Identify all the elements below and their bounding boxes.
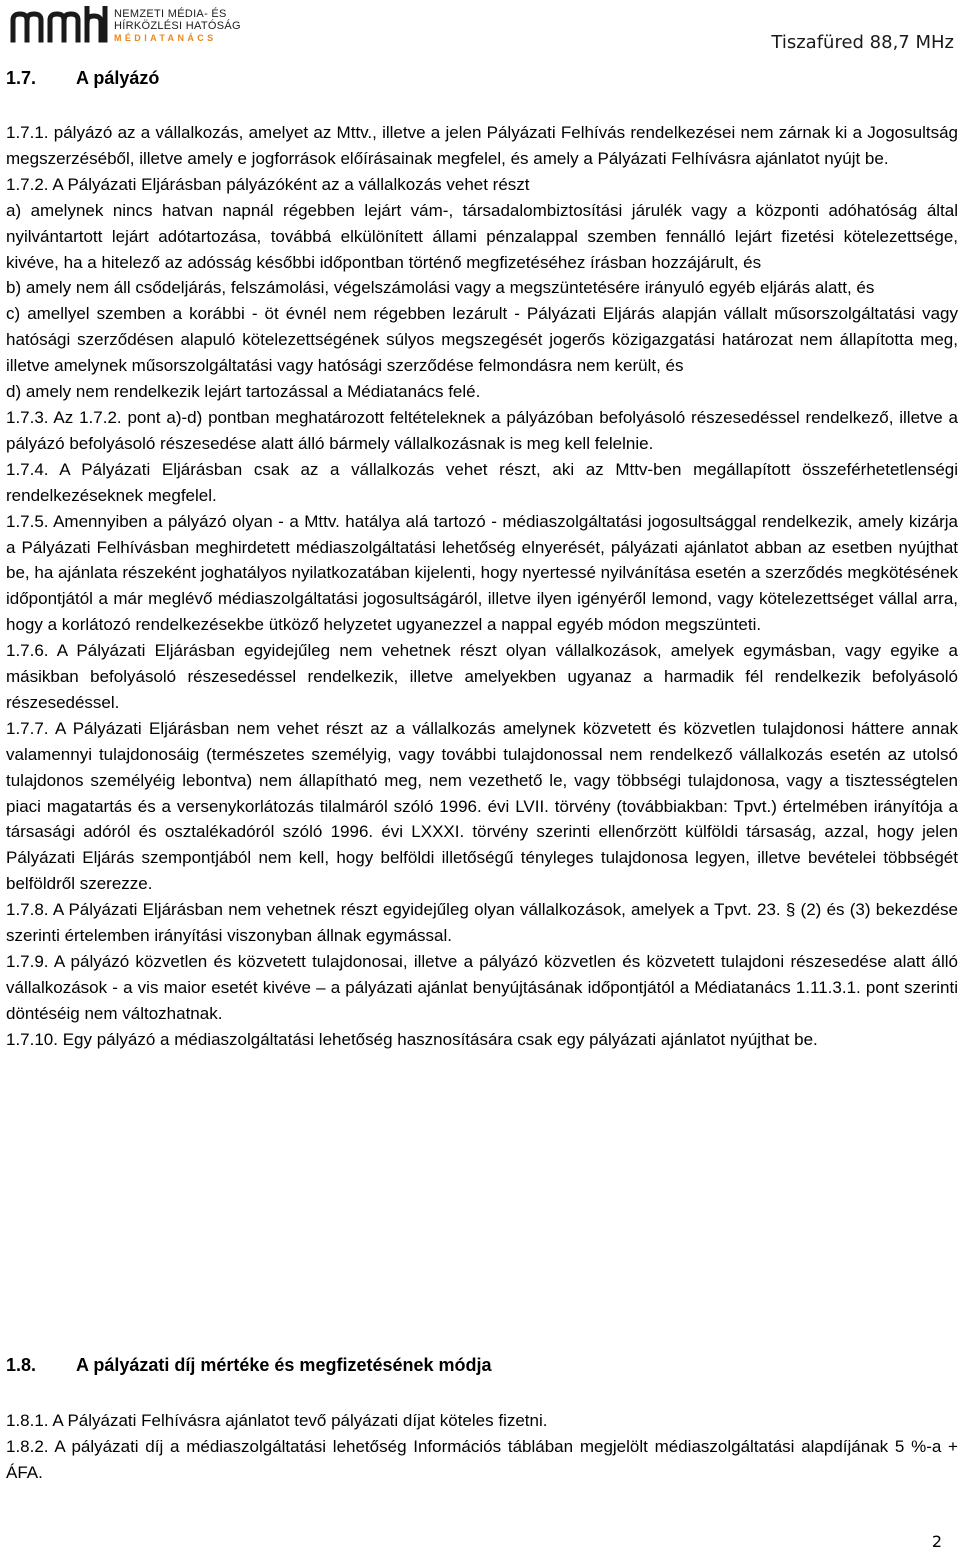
- section-title: A pályázati díj mértéke és megfizetésének módja: [76, 1355, 492, 1375]
- paragraph: a) amelynek nincs hatvan napnál régebben lejárt vám-, társadalombiztosítási járulék vagy a központi adóhatóság által nyilvántartott lejárt adótartozása, továbbá elkülönített állami pénzalappal szemben fennálló lejárt fizetési kötelezettsége, kivéve, ha a hitelező az adósság későbbi időpontban történő megfizetéséhez írásban hozzájárult, és: [6, 200, 958, 272]
- section-heading-1-7: [6, 68, 956, 89]
- section-number: 1.8.: [6, 1355, 37, 1375]
- section-title: A pályázó: [76, 68, 160, 88]
- section-1-8-body: [6, 1408, 958, 1486]
- paragraph: 1.7.5. Amennyiben a pályázó olyan - a Mttv. hatálya alá tartozó - médiaszolgáltatási jogosultsággal rendelkezik, amely kizárja a Pályázati Felhívásban meghirdetett médiaszolgáltatási lehetőség elnyerését, pályázati ajánlatot abban az esetben nyújthat be, ha ajánlata részeként joghatályos nyilatkozatában kijelenti, hogy nyertessé nyilvánítása esetén a szerződés megkötésének időpontjától a már meglévő médiaszolgáltatási jogosultságáról, illetve ilyen igényéről lemond, vagy kötelezettséget vállal arra, hogy a korlátozó rendelkezésekbe ütköző helyzetet ugyanezzel a nappal egyéb módon megszünteti.: [6, 511, 958, 635]
- paragraph: 1.7.1. pályázó az a vállalkozás, amelyet az Mttv., illetve a jelen Pályázati Felhívás rendelkezései nem zárnak ki a Jogosultság megszerzéséből, illetve amely e jogforrások előírásainak megfelel, és amely a Pályázati Felhívásra ajánlatot nyújt be.: [6, 123, 958, 168]
- logo-text: [114, 8, 241, 44]
- paragraph: 1.7.9. A pályázó közvetlen és közvetett tulajdonosai, illetve a pályázó közvetlen és közvetett tulajdoni részesedése alatt álló vállalkozások - a vis maior esetét kivéve – a pályázati ajánlat benyújtásának időpontjától a Médiatanács 1.11.3.1. pont szerinti döntéséig nem változhatnak.: [6, 952, 958, 1023]
- paragraph: c) amellyel szemben a korábbi - öt évnél nem régebben lezárult - Pályázati Eljárás alapján vállalt műsorszolgáltatási vagy hatósági szerződésen alapuló kötelezettségének súlyos megszegését jogerős közigazgatási határozat nem állapította meg, illetve amelynek műsorszolgáltatási vagy hatósági szerződése felmondásra nem került, és: [6, 304, 958, 376]
- page-number: 2: [931, 1532, 942, 1551]
- paragraph: 1.7.7. A Pályázati Eljárásban nem vehet részt az a vállalkozás amelynek közvetett és közvetlen tulajdonosi háttere annak valamennyi tulajdonosáig (természetes személyig, vagy további tulajdonossal nem rendelkező vállalkozás esetén az utolsó tulajdonos személyéig lebontva) nem állapítható meg, nem vezethető le, vagy többségi tulajdonosa, vagy a tisztességtelen piaci magatartás és a versenykorlátozás tilalmáról szóló 1996. évi LVII. törvény (továbbiakban: Tpvt.) értelmében irányítója a társasági adóról és osztalékadóról szóló 1996. évi LXXXI. törvény szerinti ellenőrzött külföldi társaság, azzal, hogy jelen Pályázati Eljárás szempontjából nem kell, hogy belföldi illetőségű tényleges tulajdonosa legyen, illetve bevételei többségét belföldről szerezze.: [6, 718, 958, 894]
- paragraph: d) amely nem rendelkezik lejárt tartozással a Médiatanács felé.: [6, 382, 481, 402]
- paragraph: 1.7.3. Az 1.7.2. pont a)-d) pontban meghatározott feltételeknek a pályázóban befolyásoló részesedéssel rendelkező, illetve a pályázó befolyásoló részesedése alatt álló bármely vállalkozásnak is meg kell felelnie.: [6, 407, 958, 453]
- station-label: Tiszafüred 88,7 MHz: [771, 32, 954, 53]
- logo-line-1: NEMZETI MÉDIA- ÉS: [114, 8, 227, 20]
- section-number: 1.7.: [6, 68, 37, 88]
- paragraph: 1.7.6. A Pályázati Eljárásban egyidejűleg nem vehetnek részt olyan vállalkozások, amelyek egymásban, vagy egyike a másikban befolyásoló részesedéssel rendelkezik, illetve amelyekben ugyanaz a harmadik fél rendelkezik befolyásoló részesedéssel.: [6, 641, 958, 712]
- paragraph: 1.7.10. Egy pályázó a médiaszolgáltatási lehetőség hasznosítására csak egy pályázati ajánlatot nyújthat be.: [6, 1029, 818, 1049]
- logo-line-3: MÉDIATANÁCS: [114, 33, 217, 43]
- logo-line-2: HÍRKÖZLÉSI HATÓSÁG: [114, 20, 241, 32]
- section-1-7-body: [6, 120, 958, 1053]
- paragraph: b) amely nem áll csődeljárás, felszámolási, végelszámolási vagy a megszüntetésére irányuló egyéb eljárás alatt, és: [6, 278, 875, 298]
- section-heading-1-8: [6, 1355, 956, 1376]
- paragraph: 1.7.8. A Pályázati Eljárásban nem vehetnek részt egyidejűleg olyan vállalkozások, amelyek a Tpvt. 23. § (2) és (3) bekezdése szerinti értelemben irányítási viszonyban állnak egymással.: [6, 900, 958, 946]
- paragraph: 1.8.2. A pályázati díj a médiaszolgáltatási lehetőség Információs táblában megjelölt médiaszolgáltatási alapdíjának 5 %-a + ÁFA.: [6, 1436, 958, 1482]
- paragraph: 1.7.4. A Pályázati Eljárásban csak az a vállalkozás vehet részt, aki az Mttv-ben megállapított összeférhetetlenségi rendelkezéseknek megfelel.: [6, 459, 958, 505]
- nmhh-logo: [10, 4, 250, 46]
- page-header: [0, 0, 960, 60]
- paragraph: 1.8.1. A Pályázati Felhívásra ajánlatot tevő pályázati díjat köteles fizetni.: [6, 1411, 548, 1430]
- paragraph: 1.7.2. A Pályázati Eljárásban pályázóként az a vállalkozás vehet részt: [6, 174, 530, 194]
- nmhh-logo-mark-icon: [10, 6, 110, 44]
